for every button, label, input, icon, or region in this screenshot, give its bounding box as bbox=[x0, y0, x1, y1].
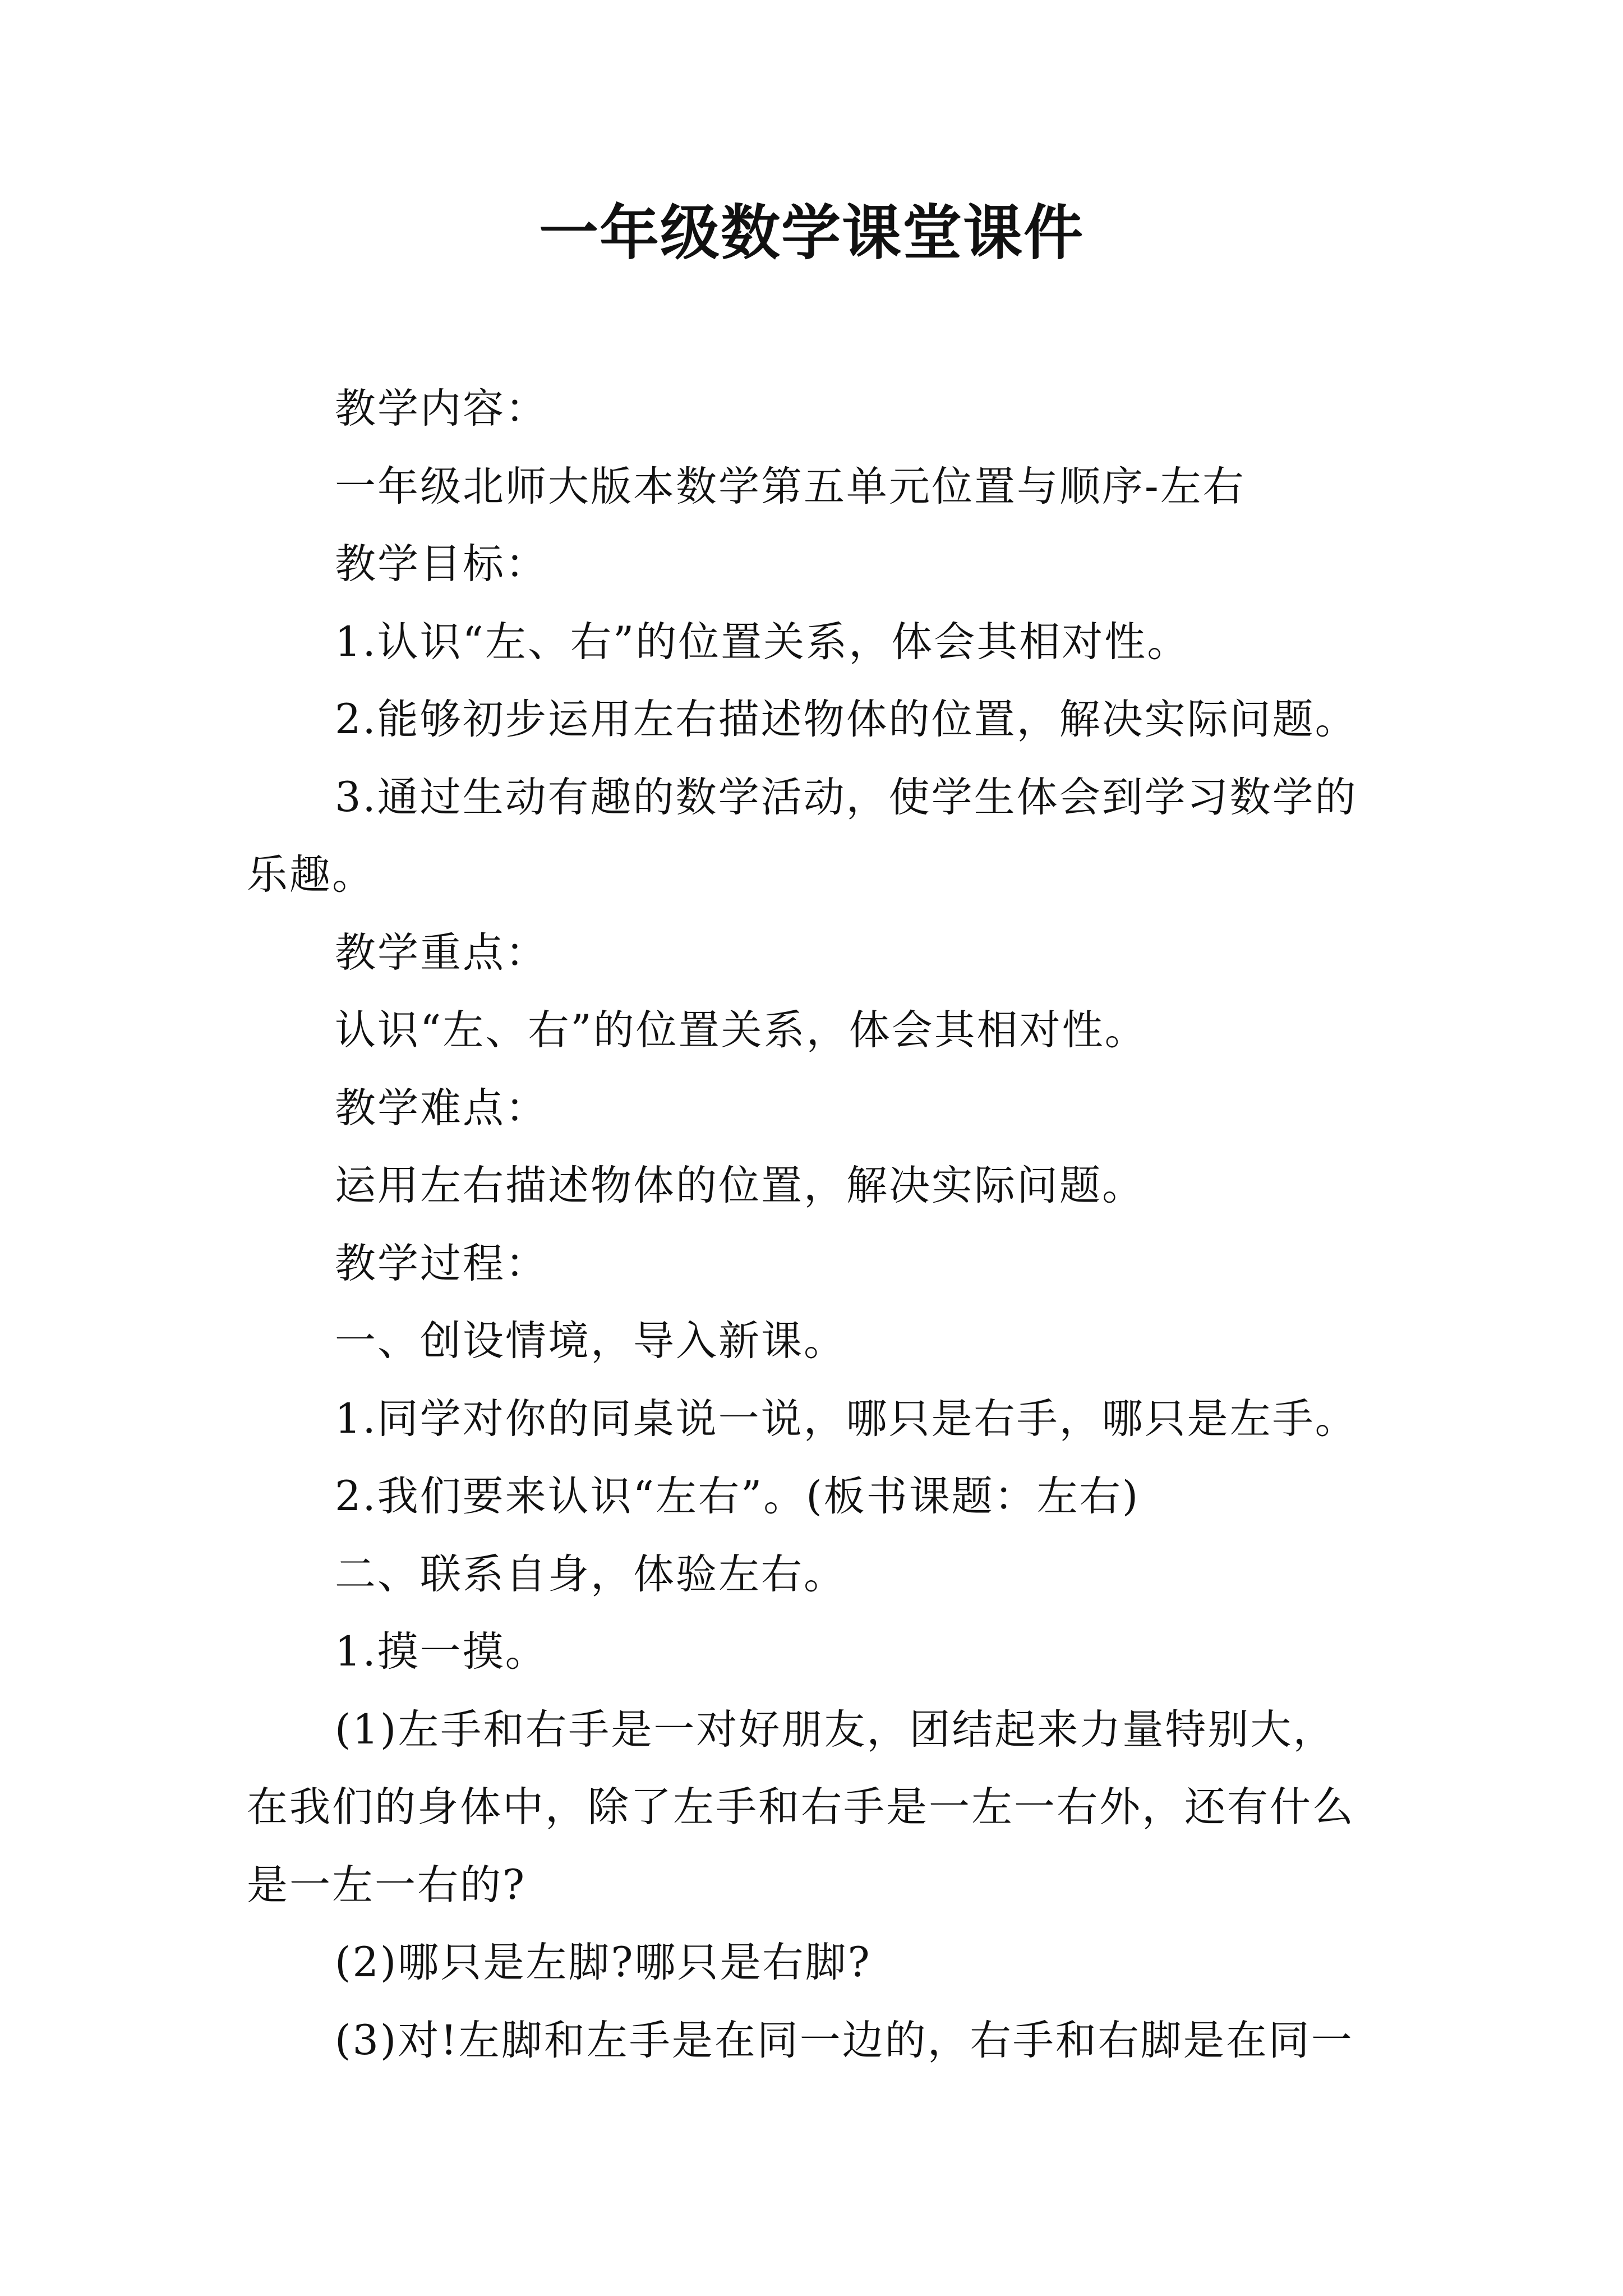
text-line: 一、创设情境，导入新课。 bbox=[335, 1317, 846, 1365]
text-line: 1.认识“左、右”的位置关系，体会其相对性。 bbox=[335, 618, 1190, 666]
text-line: (3)对!左脚和左手是在同一边的，右手和右脚是在同一 bbox=[335, 2016, 1354, 2064]
text-line: 2.我们要来认识“左右”。(板书课题：左右) bbox=[335, 1473, 1140, 1520]
text-line: 教学内容： bbox=[335, 385, 548, 432]
text-line-continuation: 在我们的身体中，除了左手和右手是一左一右外，还有什么 bbox=[247, 1783, 1355, 1831]
text-line: 二、联系自身，体验左右。 bbox=[335, 1550, 846, 1598]
document-title: 一年级数学课堂课件 bbox=[539, 197, 1084, 268]
document-body bbox=[247, 370, 1391, 2079]
text-line: 认识“左、右”的位置关系，体会其相对性。 bbox=[335, 1006, 1147, 1054]
text-line: 教学重点： bbox=[335, 928, 548, 977]
text-line: 教学过程： bbox=[335, 1239, 548, 1287]
text-line: 1.同学对你的同桌说一说，哪只是右手，哪只是左手。 bbox=[335, 1395, 1358, 1443]
text-line: 运用左右描述物体的位置，解决实际问题。 bbox=[335, 1162, 1145, 1209]
text-line: 2.能够初步运用左右描述物体的位置，解决实际问题。 bbox=[335, 696, 1358, 743]
text-line-continuation: 乐趣。 bbox=[247, 851, 375, 899]
text-line: (2)哪只是左脚?哪只是右脚? bbox=[335, 1939, 872, 1986]
text-line: (1)左手和右手是一对好朋友，团结起来力量特别大， bbox=[335, 1705, 1336, 1754]
text-line: 教学难点： bbox=[335, 1084, 548, 1132]
text-line: 3.通过生动有趣的数学活动，使学生体会到学习数学的 bbox=[335, 773, 1358, 821]
text-line-continuation: 是一左一右的? bbox=[247, 1861, 527, 1909]
text-line: 教学目标： bbox=[335, 540, 548, 588]
text-line: 1.摸一摸。 bbox=[335, 1628, 548, 1676]
text-line: 一年级北师大版本数学第五单元位置与顺序-左右 bbox=[335, 462, 1246, 510]
